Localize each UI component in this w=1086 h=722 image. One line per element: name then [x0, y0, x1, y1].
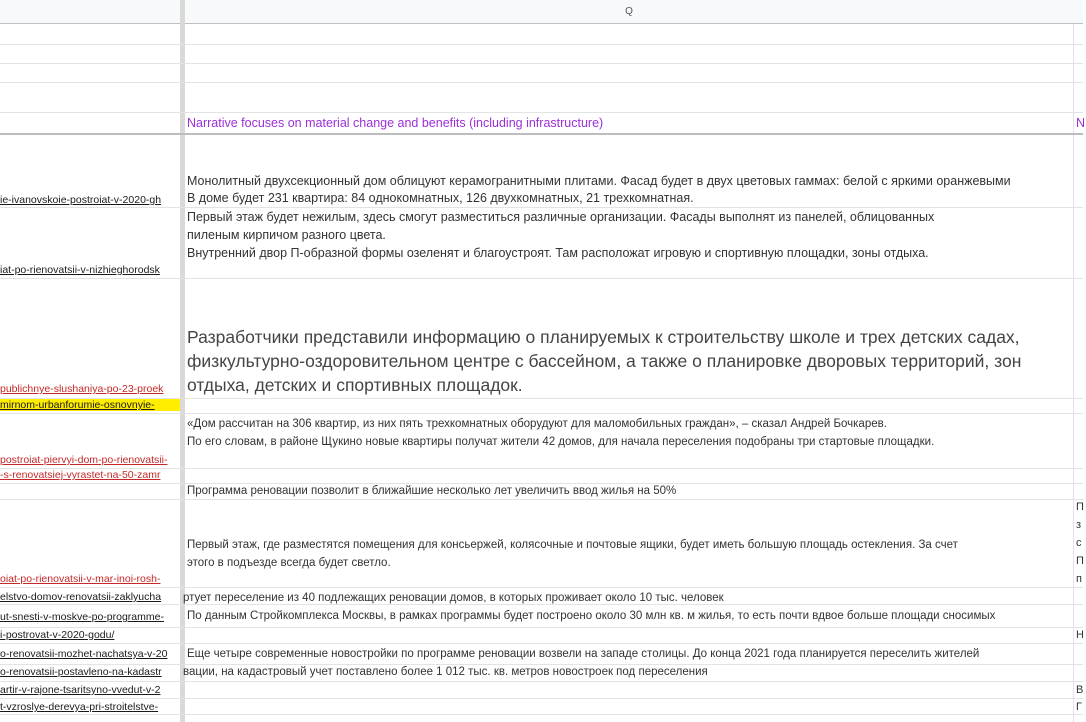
row-line: [0, 112, 1083, 113]
text-cell[interactable]: Программа реновации позволит в ближайшие несколько лет увеличить ввод жилья на 50%: [187, 485, 677, 497]
row-line: [0, 681, 1083, 682]
link-cell[interactable]: iat-po-rienovatsii-v-nizhieghorodsk: [0, 264, 160, 276]
text-cell[interactable]: «Дом рассчитан на 306 квартир, из них пять трехкомнатных оборудуют для маломобильных граждан», – сказал Андрей Бочкарев.: [187, 418, 887, 430]
link-cell[interactable]: o-renovatsii-postavleno-na-kadastr: [0, 666, 162, 678]
link-cell[interactable]: ie-ivanovskoie-postroiat-v-2020-gh: [0, 194, 162, 206]
partial-cell[interactable]: Н: [1076, 629, 1084, 641]
row-line: [0, 413, 1083, 414]
link-cell[interactable]: artir-v-rajone-tsaritsyno-vvedut-v-2: [0, 684, 161, 696]
text-cell[interactable]: вации, на кадастровый учет поставлено более 1 012 тыс. кв. метров новостроек под переселения: [183, 666, 708, 678]
text-cell[interactable]: этого в подъезде всегда будет светло.: [187, 557, 391, 569]
partial-cell[interactable]: с: [1076, 537, 1082, 549]
text-cell[interactable]: Внутренний двор П-образной формы озеленят и благоустроят. Там расположат игровую и спортивную площадки, зоны отдыха.: [187, 246, 929, 260]
row-line: [0, 207, 1083, 208]
header-cell-narrative[interactable]: Narrative focuses on material change and benefits (including infrastructure): [187, 116, 604, 130]
header-cell-next[interactable]: N: [1076, 116, 1086, 130]
text-cell-large[interactable]: Разработчики представили информацию о планируемых к строительству школе и трех детских садах, физкультурно-оздоровительном центре с бассейном, а также о планировке дворовых территорий, зон отдыха, детских и спортивных площадок.: [187, 327, 1022, 395]
column-divider: [1073, 24, 1074, 722]
link-cell[interactable]: i-postrovat-v-2020-godu/: [0, 629, 115, 641]
link-cell[interactable]: ut-snesti-v-moskve-po-programme-: [0, 611, 164, 623]
row-line: [0, 627, 1083, 628]
frozen-row-divider[interactable]: [0, 133, 1083, 135]
partial-cell[interactable]: Г: [1076, 701, 1082, 713]
column-header-q[interactable]: [185, 0, 1073, 24]
column-header-right[interactable]: [1073, 0, 1083, 24]
text-cell[interactable]: По данным Стройкомплекса Москвы, в рамках программы будет построено около 30 млн кв. м жилья, то есть почти вдвое больше площади сносимых: [187, 610, 996, 622]
partial-cell[interactable]: п: [1076, 573, 1082, 585]
link-cell[interactable]: oiat-po-rienovatsii-v-mar-inoi-rosh-: [0, 573, 161, 585]
text-cell[interactable]: пиленым кирпичом разного цвета.: [187, 228, 386, 242]
row-line: [0, 44, 1083, 45]
link-cell[interactable]: elstvo-domov-renovatsii-zaklyucha: [0, 591, 162, 603]
row-line: [0, 643, 1083, 644]
text-cell[interactable]: Еще четыре современные новостройки по программе реновации возвели на западе столицы. До конца 2021 года планируется переселить жителей: [187, 648, 980, 660]
text-cell[interactable]: По его словам, в районе Щукино новые квартиры получат жители 42 домов, для начала переселения подобраны три стартовые площадки.: [187, 436, 935, 448]
text-cell[interactable]: Первый этаж, где разместятся помещения для консьержей, колясочные и почтовые ящики, будет иметь большую площадь остекления. За счет: [187, 539, 958, 551]
partial-cell[interactable]: П: [1076, 501, 1084, 513]
text-cell[interactable]: ртует переселение из 40 подлежащих реновации домов, в которых проживает около 10 тыс. человек: [183, 592, 724, 604]
text-cell[interactable]: Первый этаж будет нежилым, здесь смогут разместиться различные организации. Фасады выполнят из панелей, облицованных: [187, 210, 935, 224]
row-line: [0, 698, 1083, 699]
text-cell[interactable]: Монолитный двухсекционный дом облицуют керамогранитными плитами. Фасад будет в двух цветовых гаммах: белой с яркими оранжевыми: [187, 174, 1011, 188]
link-cell[interactable]: -s-renovatsiej-vyrastet-na-50-zamr: [0, 469, 161, 481]
partial-cell[interactable]: з: [1076, 519, 1082, 531]
link-cell[interactable]: postroiat-piervyi-dom-po-rienovatsii-: [0, 454, 168, 466]
link-cell[interactable]: o-renovatsii-mozhet-nachatsya-v-20: [0, 648, 168, 660]
partial-cell[interactable]: В: [1076, 684, 1084, 696]
frozen-column-divider[interactable]: [180, 0, 185, 722]
text-cell[interactable]: В доме будет 231 квартира: 84 однокомнатных, 126 двухкомнатных, 21 трехкомнатная.: [187, 191, 694, 205]
row-line: [0, 714, 1083, 715]
partial-cell[interactable]: П: [1076, 555, 1084, 567]
row-line: [0, 587, 1083, 588]
link-cell[interactable]: t-vzroslye-derevya-pri-stroitelstve-: [0, 701, 159, 713]
row-line: [0, 278, 1083, 279]
row-line: [0, 63, 1083, 64]
column-header-left[interactable]: [0, 0, 180, 24]
column-header-label: Q: [625, 6, 633, 17]
row-line: [0, 82, 1083, 83]
link-cell[interactable]: mirnom-urbanforumie-osnovnyie-: [0, 399, 180, 411]
link-cell[interactable]: publichnye-slushaniya-po-23-proek: [0, 383, 164, 395]
